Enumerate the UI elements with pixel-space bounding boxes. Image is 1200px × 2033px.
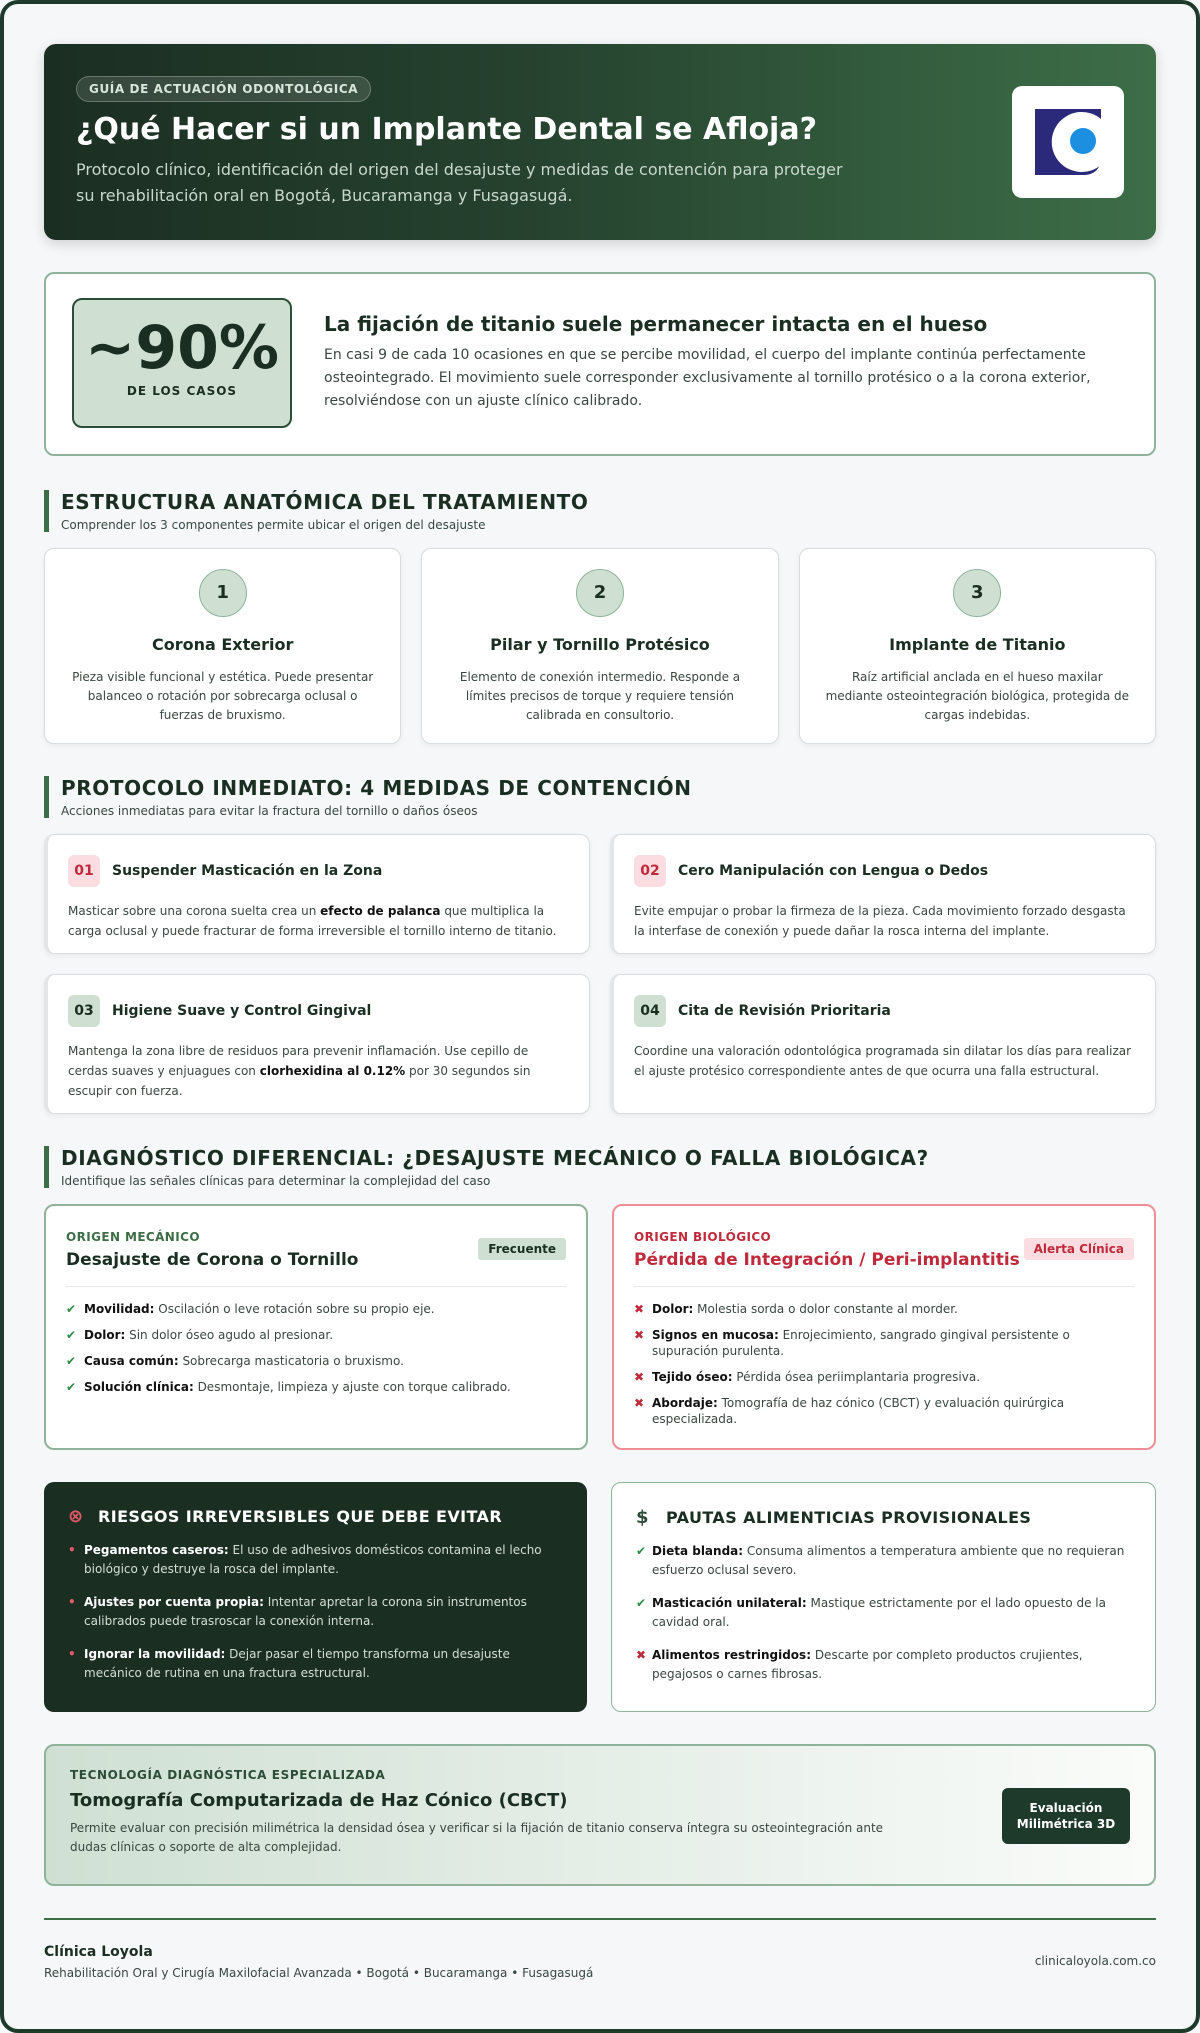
measure-title: Suspender Masticación en la Zona	[112, 863, 383, 879]
divider	[634, 1286, 1134, 1287]
protocol-section	[44, 776, 1156, 1114]
component-number: 1	[199, 569, 247, 617]
clinic-logo[interactable]	[1012, 86, 1124, 198]
warning-circle-icon: ⊗	[68, 1506, 84, 1527]
bullet-icon: •	[68, 1595, 76, 1609]
measure-number: 04	[634, 995, 666, 1027]
clinic-logo-icon	[1027, 101, 1109, 183]
card-kicker: ORIGEN BIOLÓGICO	[634, 1230, 772, 1244]
cross-icon: ✖	[634, 1302, 645, 1316]
diet-header	[636, 1507, 1131, 1528]
measure-number: 02	[634, 855, 666, 887]
component-body: Raíz artificial anclada en el hueso maxilar mediante osteointegración biológica, protegida de cargas indebidas.	[825, 670, 1130, 722]
component-card-crown	[44, 548, 401, 744]
check-icon: ✔	[66, 1354, 77, 1368]
risks-title: RIESGOS IRREVERSIBLES QUE DEBE EVITAR	[98, 1507, 503, 1526]
check-icon: ✔	[636, 1596, 647, 1610]
measure-body: Evite empujar o probar la firmeza de la pieza. Cada movimiento forzado desgasta la interfase de conexión y puede dañar la rosca interna del implante.	[634, 904, 1126, 938]
card-title: Pérdida de Integración / Peri-implantitis	[634, 1250, 1020, 1270]
protocol-header	[44, 776, 1156, 818]
list-item: ✖ Alimentos restringidos: Descarte por completo productos crujientes, pegajosos o carnes fibrosas.	[636, 1646, 1131, 1684]
risks-header	[68, 1506, 563, 1527]
alert-badge: Alerta Clínica	[1024, 1238, 1134, 1260]
risks-card	[44, 1482, 587, 1712]
diagnosis-header	[44, 1146, 1156, 1188]
list-item: • Pegamentos caseros: El uso de adhesivos domésticos contamina el lecho biológico y destruye la rosca del implante.	[68, 1541, 563, 1579]
stat-body: En casi 9 de cada 10 ocasiones en que se percibe movilidad, el cuerpo del implante continúa perfectamente osteointegrado. El movimiento suele corresponder exclusivamente al tornillo protésico o a la corona exterior, resolviéndose con un ajuste clínico calibrado.	[324, 347, 1091, 409]
button-line-2: Milimétrica 3D	[1016, 1817, 1116, 1831]
clinic-name: Clínica Loyola	[44, 1944, 153, 1960]
clinic-description: Rehabilitación Oral y Cirugía Maxilofacial Avanzada • Bogotá • Bucaramanga • Fusagasugá	[44, 1966, 594, 1980]
page-title: ¿Qué Hacer si un Implante Dental se Afloja?	[76, 112, 817, 147]
measure-title: Cero Manipulación con Lengua o Dedos	[678, 863, 989, 879]
diagnosis-section	[44, 1146, 1156, 1450]
anatomy-section	[44, 490, 1156, 744]
component-body: Pieza visible funcional y estética. Puede presentar balanceo o rotación por sobrecarga oclusal o fuerzas de bruxismo.	[72, 670, 374, 722]
cross-icon: ✖	[636, 1648, 647, 1662]
list-item: • Ignorar la movilidad: Dejar pasar el tiempo transforma un desajuste mecánico de rutina en una fractura estructural.	[68, 1645, 563, 1683]
stat-title: La fijación de titanio suele permanecer intacta en el hueso	[324, 312, 988, 336]
hero-tag: GUÍA DE ACTUACIÓN ODONTOLÓGICA	[76, 76, 371, 102]
measure-card	[44, 834, 590, 954]
diet-title: PAUTAS ALIMENTICIAS PROVISIONALES	[666, 1508, 1032, 1527]
list-item: • Ajustes por cuenta propia: Intentar apretar la corona sin instrumentos calibrados puede trasroscar la conexión interna.	[68, 1593, 563, 1631]
list-item: ✔ Masticación unilateral: Mastique estrictamente por el lado opuesto de la cavidad oral.	[636, 1594, 1131, 1632]
component-card-implant	[799, 548, 1156, 744]
list-item: ✖ Dolor: Molestia sorda o dolor constante al morder.	[634, 1302, 958, 1316]
component-title: Implante de Titanio	[889, 635, 1066, 654]
biological-origin-card	[612, 1204, 1156, 1450]
cbct-title: Tomografía Computarizada de Haz Cónico (CBCT)	[70, 1790, 568, 1811]
card-kicker: ORIGEN MECÁNICO	[66, 1230, 200, 1244]
footer-divider	[44, 1918, 1156, 1920]
diagnosis-title: DIAGNÓSTICO DIFERENCIAL: ¿DESAJUSTE MECÁNICO O FALLA BIOLÓGICA?	[61, 1146, 929, 1170]
stat-card	[44, 272, 1156, 456]
measure-list	[44, 834, 1156, 1114]
component-number: 2	[576, 569, 624, 617]
card-title: Desajuste de Corona o Tornillo	[66, 1250, 359, 1270]
measure-card	[610, 834, 1156, 954]
anatomy-subtitle: Comprender los 3 componentes permite ubicar el origen del desajuste	[61, 518, 486, 532]
list-item: ✔ Causa común: Sobrecarga masticatoria o bruxismo.	[66, 1354, 404, 1368]
website-link[interactable]: clinicaloyola.com.co	[1034, 1954, 1156, 1968]
hero-subtitle: Protocolo clínico, identificación del origen del desajuste y medidas de contención para proteger su rehabilitación oral en Bogotá, Bucaramanga y Fusagasugá.	[76, 160, 843, 205]
list-item: ✔ Movilidad: Oscilación o leve rotación sobre su propio eje.	[66, 1302, 435, 1316]
measure-title: Cita de Revisión Prioritaria	[678, 1003, 891, 1019]
component-number: 3	[953, 569, 1001, 617]
cbct-banner	[44, 1744, 1156, 1886]
list-item: ✖ Abordaje: Tomografía de haz cónico (CBCT) y evaluación quirúrgica especializada.	[634, 1396, 1065, 1426]
diet-card	[611, 1482, 1156, 1712]
bullet-icon: •	[68, 1543, 76, 1557]
component-card-abutment	[421, 548, 778, 744]
measure-number: 01	[68, 855, 100, 887]
measure-card	[44, 974, 590, 1114]
stat-value: ~90%	[85, 313, 279, 383]
check-icon: ✔	[66, 1328, 77, 1342]
hero-banner	[44, 44, 1156, 240]
component-title: Corona Exterior	[151, 635, 294, 654]
check-icon: ✔	[66, 1380, 77, 1394]
list-item: ✔ Dieta blanda: Consuma alimentos a temperatura ambiente que no requieran esfuerzo oclusal severo.	[636, 1542, 1131, 1580]
list-item: ✔ Solución clínica: Desmontaje, limpieza y ajuste con torque calibrado.	[66, 1380, 511, 1394]
measure-title: Higiene Suave y Control Gingival	[112, 1003, 372, 1019]
component-title: Pilar y Tornillo Protésico	[490, 635, 710, 654]
status-badge: Frecuente	[478, 1238, 566, 1260]
stat-highlight	[72, 298, 292, 428]
cross-icon: ✖	[634, 1370, 645, 1384]
measure-body: Masticar sobre una corona suelta crea un efecto de palanca que multiplica la carga oclusal y puede fracturar de forma irreversible el tornillo interno de titanio.	[68, 904, 557, 938]
measure-body: Coordine una valoración odontológica programada sin dilatar los días para realizar el ajuste protésico correspondiente antes de que ocurra una falla estructural.	[634, 1044, 1132, 1078]
cross-icon: ✖	[634, 1396, 645, 1410]
measure-body: Mantenga la zona libre de residuos para prevenir inflamación. Use cepillo de cerdas suaves y enjuagues con clorhexidina al 0.12% por 30 segundos sin escupir con fuerza.	[68, 1044, 531, 1098]
diagnosis-cards	[44, 1204, 1156, 1450]
cbct-kicker: TECNOLOGÍA DIAGNÓSTICA ESPECIALIZADA	[70, 1768, 386, 1782]
check-icon: ✔	[66, 1302, 77, 1316]
mechanical-origin-card	[44, 1204, 588, 1450]
risks-diet-section	[44, 1482, 1156, 1712]
cross-icon: ✖	[634, 1328, 645, 1342]
stat-text	[324, 312, 1124, 413]
divider	[66, 1286, 566, 1287]
evaluation-3d-button[interactable]	[1002, 1788, 1130, 1844]
component-body: Elemento de conexión intermedio. Responde a límites precisos de torque y requiere tensión calibrada en consultorio.	[459, 670, 741, 722]
anatomy-title: ESTRUCTURA ANATÓMICA DEL TRATAMIENTO	[61, 490, 589, 514]
list-item: ✔ Dolor: Sin dolor óseo agudo al presionar.	[66, 1328, 334, 1342]
cbct-body: Permite evaluar con precisión milimétrica la densidad ósea y verificar si la fijación de titanio conserva íntegra su osteointegración ante dudas clínicas o soporte de alta complejidad.	[70, 1821, 884, 1854]
diagnosis-subtitle: Identifique las señales clínicas para determinar la complejidad del caso	[61, 1174, 491, 1188]
list-item: ✖ Signos en mucosa: Enrojecimiento, sangrado gingival persistente o supuración purulenta.	[634, 1328, 1070, 1358]
footer	[44, 1944, 1156, 1980]
protocol-subtitle: Acciones inmediatas para evitar la fractura del tornillo o daños óseos	[61, 804, 478, 818]
protocol-title: PROTOCOLO INMEDIATO: 4 MEDIDAS DE CONTENCIÓN	[61, 776, 692, 800]
check-icon: ✔	[636, 1544, 647, 1558]
measure-number: 03	[68, 995, 100, 1027]
dollar-icon: $	[636, 1507, 649, 1528]
list-item: ✖ Tejido óseo: Pérdida ósea periimplantaria progresiva.	[634, 1370, 981, 1384]
page-content	[44, 44, 1156, 1980]
measure-card	[610, 974, 1156, 1114]
stat-label: DE LOS CASOS	[126, 384, 238, 398]
anatomy-header	[44, 490, 1156, 532]
component-list	[44, 548, 1156, 744]
bullet-icon: •	[68, 1647, 76, 1661]
button-line-1: Evaluación	[1029, 1801, 1103, 1815]
